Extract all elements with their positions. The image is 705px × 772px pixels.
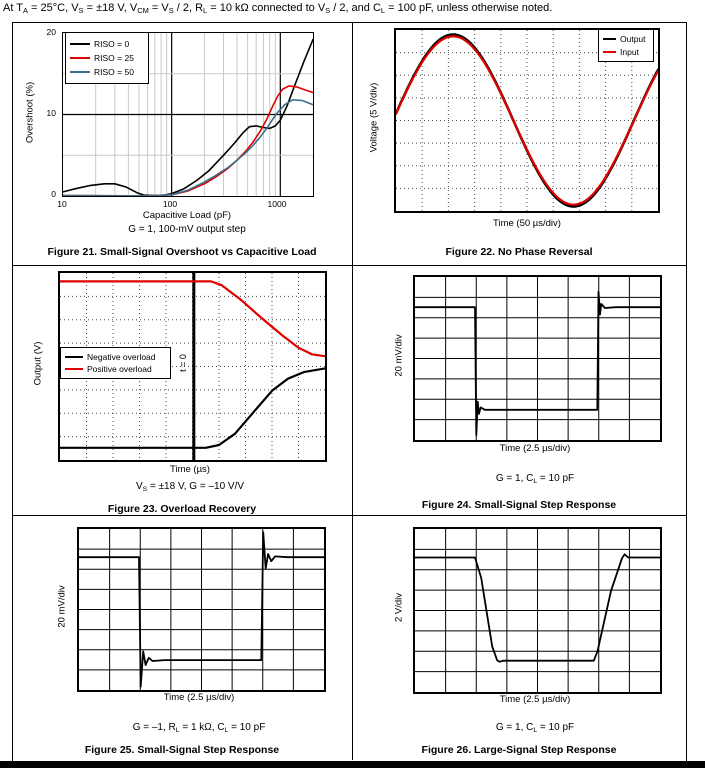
- f24-condition: G = 1, $C_L = 10$ pF: [495, 473, 575, 485]
- f23-y-axis-label: Output (V): [32, 341, 44, 386]
- f21-xtick-1000: 1000: [267, 199, 287, 209]
- figure-24-caption: Figure 24. Small-Signal Step Response: [421, 499, 617, 511]
- figure-26-plot: [413, 527, 662, 694]
- legend-item: [603, 47, 649, 57]
- figure-23-caption: Figure 23. Overload Recovery: [107, 503, 257, 515]
- f25-condition: G = –1, $R_L = 1$ kΩ, $C_L = 10$ pF: [132, 722, 266, 734]
- table-column-divider: [352, 22, 353, 760]
- legend-item: [70, 53, 144, 63]
- f24-x-axis-label: Time (2.5 µs/div): [499, 443, 571, 454]
- figure-26-caption: Figure 26. Large-Signal Step Response: [421, 744, 617, 756]
- f22-legend: [598, 29, 654, 62]
- figure-24-plot: [413, 275, 662, 442]
- figure-21-caption: Figure 21. Small-Signal Overshoot vs Capacitive Load: [47, 246, 317, 258]
- legend-label: RISO = 50: [94, 67, 134, 77]
- page-footer-bar: [0, 761, 705, 768]
- f26-condition: G = 1, $C_L = 10$ pF: [495, 722, 575, 734]
- legend-label: Positive overload: [87, 364, 152, 374]
- riso25-line-swatch: [70, 57, 90, 59]
- f23-x-axis-label: Time (µs): [170, 464, 210, 475]
- output-line-swatch: [603, 38, 616, 40]
- figure-25-plot: [77, 527, 326, 692]
- legend-item: [603, 34, 649, 44]
- legend-label: Input: [620, 46, 639, 57]
- f21-legend: [65, 32, 149, 84]
- table-row-divider-1: [12, 265, 686, 266]
- f26-x-axis-label: Time (2.5 µs/div): [499, 694, 571, 705]
- legend-label: RISO = 0: [94, 39, 130, 49]
- f25-x-axis-label: Time (2.5 µs/div): [163, 692, 235, 703]
- f23-legend: [60, 347, 171, 379]
- legend-label: RISO = 25: [94, 53, 134, 63]
- f22-y-axis-label: Voltage (5 V/div): [368, 82, 380, 153]
- table-row-divider-2: [12, 515, 686, 516]
- negative-overload-line-swatch: [65, 356, 83, 358]
- f23-condition: $V_S = \pm 18$ V, G = –10 V/V: [135, 481, 245, 493]
- figure-25-caption: Figure 25. Small-Signal Step Response: [84, 744, 280, 756]
- f21-x-axis-label: Capacitive Load (pF): [142, 210, 232, 221]
- f21-xtick-100: 100: [162, 199, 178, 209]
- f24-y-axis-label: 20 mV/div: [393, 334, 405, 377]
- f22-x-axis-label: Time (50 µs/div): [493, 218, 561, 229]
- legend-item: [70, 39, 144, 49]
- f21-condition: G = 1, 100-mV output step: [128, 224, 246, 235]
- f21-y-axis-label: Overshoot (%): [24, 81, 36, 144]
- legend-item: [65, 364, 166, 374]
- figure-22-caption: Figure 22. No Phase Reversal: [445, 246, 593, 258]
- input-line-swatch: [603, 51, 616, 53]
- legend-label: Negative overload: [87, 352, 156, 362]
- f26-y-axis-label: 2 V/div: [393, 592, 405, 623]
- legend-item: [65, 352, 166, 362]
- legend-item: [70, 67, 144, 77]
- test-conditions-header: At $T_A = 25^\circ C$, $V_S = \pm 18$ V, $V_{CM} = V_S / 2$, $R_L = 10$ kΩ connected to $V_S / 2$, and $C_L = 100$ pF, unless otherwise noted.: [3, 2, 553, 16]
- f25-y-axis-label: 20 mV/div: [56, 585, 68, 628]
- legend-label: Output: [620, 34, 646, 45]
- f21-xtick-10: 10: [57, 199, 67, 209]
- riso0-line-swatch: [70, 43, 90, 45]
- f21-ytick-20: 20: [46, 27, 56, 37]
- f21-ytick-0: 0: [51, 189, 56, 199]
- riso50-line-swatch: [70, 71, 90, 73]
- f23-t-equals-0-label: t = 0: [178, 354, 188, 372]
- positive-overload-line-swatch: [65, 368, 83, 370]
- f21-ytick-10: 10: [46, 108, 56, 118]
